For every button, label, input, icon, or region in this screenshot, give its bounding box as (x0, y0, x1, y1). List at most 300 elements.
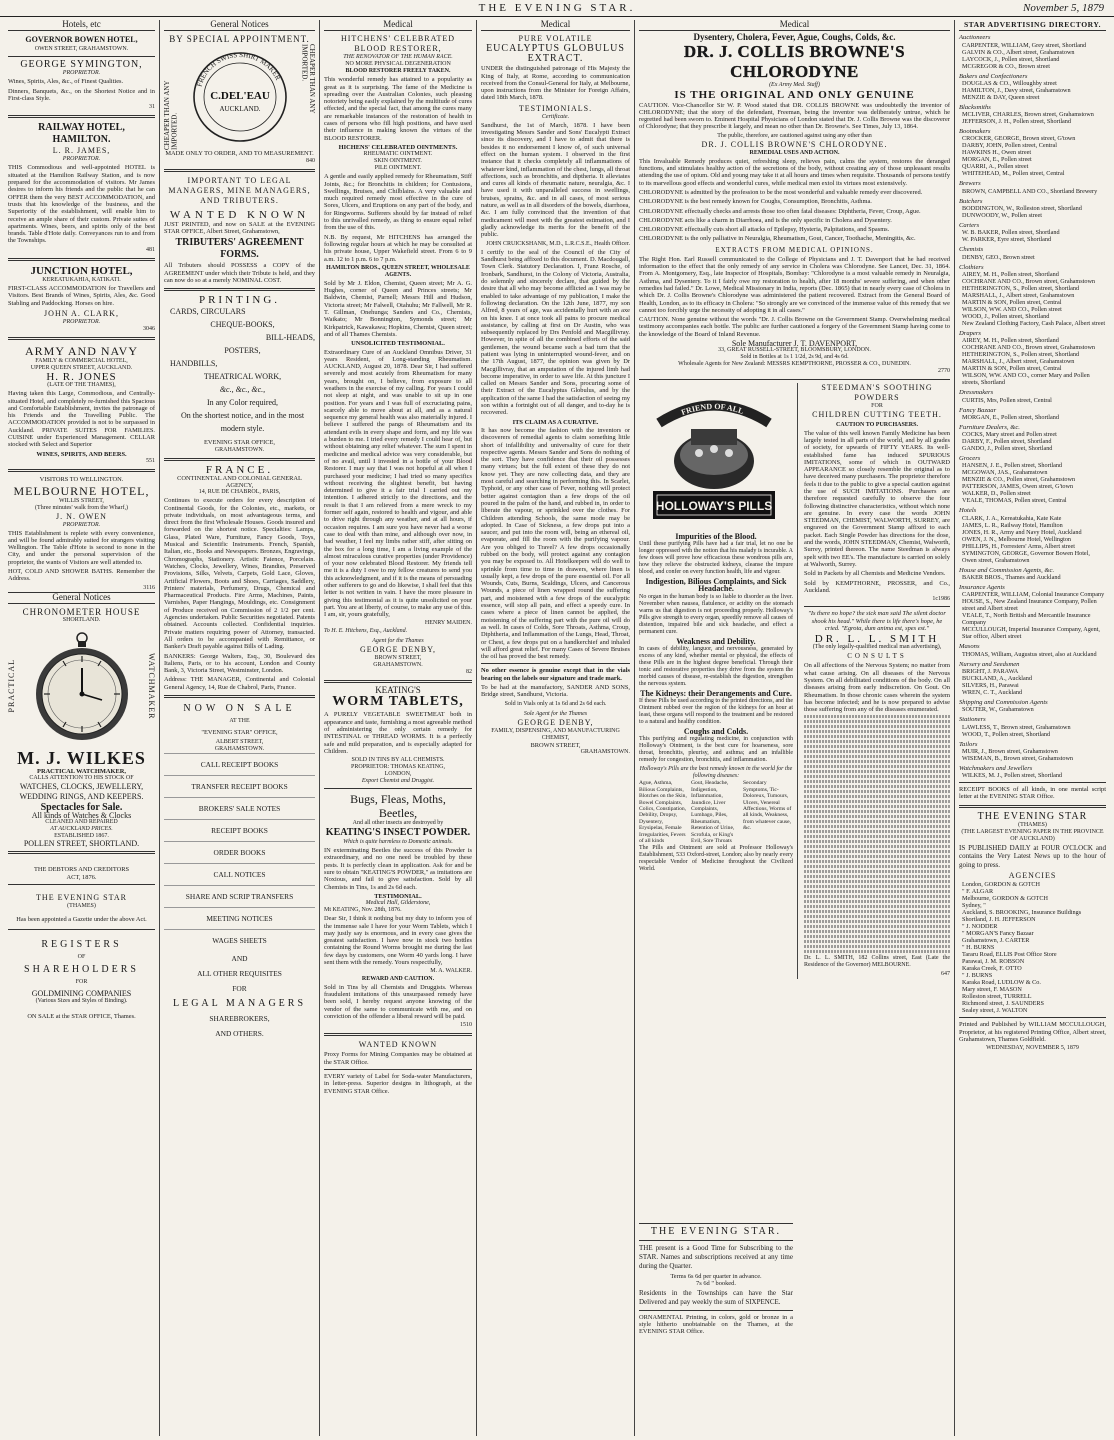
melbourne-baths: HOT, COLD AND SHOWER BATHS. Remember the Address. (8, 567, 155, 583)
insect-powder: KEATING'S INSECT POWDER. (325, 827, 471, 839)
worm-london: LONDON, (384, 771, 412, 778)
agency-entry: Melbourne, GORDON & GOTCH (962, 895, 1048, 903)
james-name: L. R. JAMES, (52, 146, 111, 156)
testimonial-body: Extraordinary Cure of an Auckland Omnibus Driver, 31 years Resident, of Long-standing Rheumatism. AUCKLAND, August 20, 1878. Dear Sir, I had suffered severely and most acutely from Rheumatism for many years, brought on, I believe, from exposure to all weathers in the exercise of my calling. For years I could not sleep at night, and was unable to sit up in one position. For years and I was full of excruciating pains, scarcely able to move about at all, and as a natural sequence my general health was also materially injured. I believe I suffered the pangs of Rheumatism and its attendant evils in every shape and form, and my life was a burden to me. I tried every remedy I could hear of, but without obtaining any relief whatever. The sum I spent in medicine and medical advice was very considerable, but of no avail, until I invested in a bottle of your Blood Restorer. I may say that I was not hopeful at all when I purchased your medicine; I had tried so many specifics without receiving the slightest benefit, but having determined to give it a fair trial I carried out my intention. I adhered strictly to the directions, and the result is that I am relieved from a mere wreck to my former self again, restored to health and vigour, and able to drive right through any weather, and at all hours, if occasion requires. I am sure you have never had a worse case to deal with than mine, and although over now, in bad weather, I feel my limbs rather stiff, after sitting on the box for a long time, I am a living example of the almost miraculous curative properties (under Providence) of your now celebrated Blood Restorer. My friends tell me it is a duty I owe to my fellow creatures to send you this acknowledgment, and if it is the means of persuading other sufferers to go and do likewise, I shall feel that this letter is not written in vain. I have the more pleasure in giving this testimonial as it is quite unsolicited on your part. You are at liberty, of course, to make any use of this. I am, sir, yours gratefully, (324, 348, 472, 619)
eucalyptus-extract: EXTRACT. (527, 53, 584, 65)
section-head-general-2: General Notices (164, 20, 315, 31)
shareholders: SHAREHOLDERS (24, 964, 139, 976)
directory-entry: JONES, H. R., Army and Navy Hotel, Auckland (962, 528, 1082, 536)
unsolicited-testimonial: UNSOLICITED TESTIMONIAL. (351, 340, 445, 348)
hitchens-title: HITCHENS' CELEBRATED BLOOD RESTORER, (340, 34, 456, 54)
ornamental-printing: ORNAMENTAL Printing, in colors, gold or bronze in a style hitherto unobtainable on the Thames, at the EVENING STAR Office. (639, 1313, 793, 1336)
cruickshank: JOHN CRUICKSHANK, M.D., L.R.C.S.E., Health Officer. (486, 240, 630, 247)
printed-published: Printed and Published by WILLIAM MCCULLOUGH, Proprietor, at his registered Printing Office, Albert street, Grahamstown, Thames Goldfield. (959, 1021, 1106, 1043)
published-daily: IS PUBLISHED DAILY at FOUR O'CLOCK and contains the Very Latest News up to the hour of going to press. (959, 843, 1106, 869)
ad-number-3046: 3046 (143, 325, 155, 332)
agency-entry: Grahamstown, J. CARTER (962, 937, 1030, 945)
wilkes-watches: WATCHES, CLOCKS, JEWELLERY, WEDDING RINGS, AND KEEPERS. (19, 782, 144, 802)
extracts-title: EXTRACTS FROM MEDICAL OPINIONS. (715, 245, 874, 254)
weakness-title: Weakness and Debility. (676, 636, 756, 646)
agency-entry: Sydney, " (962, 902, 986, 910)
willis-sub: (Three minutes' walk from the Wharf,) (35, 504, 128, 511)
ad-number-647: 647 (941, 971, 950, 978)
printing-gtown: GRAHAMSTOWN. (214, 446, 265, 453)
public-cautioned: The public, therefore, are cautioned against using any other than (717, 132, 872, 139)
columns (4, 20, 1110, 1436)
directory-category: Bootmakers (959, 128, 991, 136)
section-head-medical-2: Medical (481, 20, 630, 31)
masthead-date: November 5, 1879 (1023, 2, 1104, 14)
worm-sold: SOLD IN TINS BY ALL CHEMISTS. (351, 757, 445, 764)
cheaper-left: CHEAPER THAN ANY IMPORTED. (163, 81, 179, 151)
steedman-teething: CHILDREN CUTTING TEETH. (812, 409, 942, 419)
dr-smith-body: On all affections of the Nervous System; no matter from what cause arising. On all diseases of the Nervous System. On all debilitated conditions of the body. On all diseases arising from early indiscretion. On Gout. On Rheumatism. In those chronic cases wherein the system has become infected; and he is now prepared to advise those suffering from any of the diseases enumerated. (804, 662, 950, 714)
ad-number-1510: 1510 (460, 1022, 472, 1029)
directory-entry: DUNWOODY, W., Pollen street (962, 212, 1042, 220)
destroyed-by: And all other insects are destroyed by (352, 820, 444, 827)
diseases-table (639, 780, 793, 844)
agency-entry: " F. ALGAR (962, 888, 994, 896)
cheaper-right: CHEAPER THAN ANY IMPORTED. (300, 44, 316, 114)
directory-entry: BROWN, CAMPBELL AND CO., Shortland Brewery (962, 187, 1098, 195)
governor-bowen-title: GOVERNOR BOWEN HOTEL, (25, 35, 138, 45)
seal-name: C.DEL'EAU (209, 90, 270, 103)
testimonial-2-date: Mt KEATING, Nov. 28th, 1876. (324, 907, 402, 914)
sander-sons: To be had at the manufactory, SANDER AND SONS, Bridge street, Sandhurst, Victoria. (481, 684, 630, 699)
railway-hotel-body: THIS Commodious and well-appointed HOTEL is situated at the Hamilton Railway Station, and is now prepared for the accommodation of visitors. Mr James desires to inform his friends and the public that he can OFFER them the very BEST ACCOMMODATION, and trusts that his knowledge of the business, and the Superiority of the establishment, will enable him to receive an ample share of their custom. Private suites of apartments. Wines, beers, and spirits only of the best brands. Table d'Hote daily. Conveyances run to and from the Townships. (8, 164, 155, 245)
directory-category: Nursery and Seedsmen (959, 660, 1020, 668)
france-title: FRANCE. (205, 463, 274, 476)
willis-street: WILLIS STREET, (59, 497, 104, 504)
practical-vertical: PRACTICAL (7, 659, 16, 713)
henry-maiden: HENRY MAIDEN. (424, 620, 472, 627)
directory-entry: AIREY, M. H., Pollen street, Shortland (962, 270, 1059, 278)
claim-curative: ITS CLAIM AS A CURATIVE. (512, 418, 599, 426)
section-head-medical-1: Medical (324, 20, 472, 31)
directory-entry: CARPENTER, WILLIAM, Colonial Insurance Company (962, 591, 1105, 599)
holloway-label: HOLLOWAY'S PILLS (655, 498, 773, 513)
dr-collis-browne: DR. J. COLLIS BROWNE'S CHLORODYNE. (701, 139, 888, 149)
kidneys-title: The Kidneys: their Derangements and Cure. (640, 688, 792, 698)
directory-category: Carters (959, 222, 980, 230)
keatings-title: KEATING'S (375, 685, 421, 696)
directory-entry: PHILLIPS, H., Forresters' Arms, Albert street (962, 542, 1075, 550)
steedman-ad (804, 383, 950, 979)
directory-entry: MORGAN, E., Pollen street (962, 156, 1032, 164)
directory-entry: BUCKLAND, A., Auckland (962, 674, 1032, 682)
symington-wines: Wines, Spirits, Ales, &c., of Finest Qualities. (8, 78, 124, 86)
registers: REGISTERS (41, 939, 122, 951)
holloway-pills-icon (639, 383, 789, 533)
chlorodyne-caution: CAUTION. Vice-Chancellor Sir W. P. Wood stated that DR. COLLIS BROWNE was undoubtedly the inventor of CHLORODYNE; that the story of the defendant, Freeman, being the inventor was deliberately untrue, which he regretted had been sworn to. Eminent Hospital Physicians of London stated that Dr. J. Collis Browne was the discoverer of Chlorodyne; that they prescribe it largely, and mean no other than Dr. Browne's. See Times, July 13, 1864. (639, 101, 950, 131)
genuine-caution: No other essence is genuine except that in the vials bearing on the labels our signature and trade mark. (481, 667, 630, 682)
beetles-title: Beetles, (378, 806, 418, 821)
directory-entry: VEALE, T., North British and Mercantile Insurance Company (962, 612, 1091, 627)
cleaned-repaired: CLEANED AND REPAIRED (45, 819, 118, 826)
shirt-maker-seal-icon (190, 49, 290, 145)
directory-entry: SILVERS, H., Parawai (962, 681, 1019, 689)
directory-entry: BAKER BROS., Thames and Auckland (962, 574, 1061, 582)
coughs-title: Coughs and Colds. (683, 727, 749, 737)
directory-entry: MARTIN & SON, Pollen street, Central (962, 298, 1062, 306)
special-appointment: BY SPECIAL APPOINTMENT. (169, 34, 310, 45)
hitchens-ointments: HICHENS' CELEBRATED OINTMENTS. (338, 143, 458, 151)
steedman-title: STEEDMAN'S SOOTHING POWDERS (821, 382, 933, 402)
symington-dinners: Dinners, Banquets, &c., on the Shortest Notice and in First-class Style. (8, 87, 155, 102)
printing-title: PRINTING. (198, 294, 281, 307)
soda-labels: EVERY variety of Label for Soda-water Manufacturers, in letter-press. Superior designs in lithograph, at the EVENING STAR Office. (324, 1072, 472, 1095)
diseases-col-1: Ague, Asthma, Bilious Complaints, Blotches on the Skin, Bowel Complaints, Colics, Constipation, Debility, Dropsy, Dysentery, Erysipelas, Female Irregularities, Fevers of all kinds (639, 780, 687, 845)
column-hotels (4, 20, 160, 1436)
section-head-general: General Notices (8, 592, 155, 604)
symington-proprietor: PROPRIETOR. (62, 70, 101, 77)
james-proprietor: PROPRIETOR. (62, 156, 101, 163)
ad-number-82: 82 (466, 668, 472, 675)
directory-category: Fancy Bazaar (959, 406, 997, 414)
hitchens-nb: N.B. By request, Mr HITCHENS has arranged the following regular hours at which he may be consulted at his private house, Upper Wakefield street. From 6 to 9 a.m. 12 to 1 p.m. 6 to 7 p.m. (324, 233, 472, 263)
directory-entry: BODDINGTON, W., Rolleston street, Shortland (962, 205, 1082, 213)
diseases-col-2: Gout, Headache, Indigestion, Inflammation, Jaundice, Liver Complaints, Lumbago, Piles, Rheumatism, Retention of Urine, Scrofula, or King's Evil, Sore Throats (691, 780, 735, 845)
denby-name-2: GEORGE DENBY, (517, 717, 594, 727)
powder-harmless: Which is quite harmless to Domestic animals. (343, 839, 453, 846)
dr-smith-more-text (804, 715, 950, 953)
svg-text:FRIEND OF ALL: FRIEND OF ALL (679, 401, 745, 417)
wanted-known: WANTED KNOWN (169, 208, 310, 221)
directory-entry: OWEN, J. N., Melbourne Hotel, Wellington (962, 535, 1072, 543)
dr-smith-sub: (The only legally-qualified medical man advertising), (812, 644, 942, 651)
army-navy-subtitle: FAMILY & COMMERCIAL HOTEL, (35, 358, 128, 365)
hope-poem: "Is there no hope? the sick man said The silent doctor shook his head." While there is life there's hope, he cried. "Egrota, dum anima est, spes est." (808, 610, 946, 633)
at-the: AT THE (229, 717, 250, 724)
ex-army: (Ex Army Med. Staff) (769, 81, 820, 88)
eucalyptus-body: Sandhurst, the 1st of March, 1878. I have been investigating Messrs Sander and Sons' Eucalypti Extract since its discovery, and I have to admit that there is besides it no endorsement I know of, of such universal effect on the human system. I observed in the first instance that it checks completely all inflammations of whatever kind, inflammation of the chest, lungs, all throat affections, such as bronchitis, and diptheria. It alleviates and cures all kinds of rheumatic nature, neuralgia, &c. I have used it with unparalleled success in swellings, bruises, sprains, &c. and in all cases, of most serious nature, as well as in all disorders of the bowels, diarrhoea, &c. I am fully convinced that the invention of that medicament will meet with the greatest estimation, and I gladly acknowledge its merits for the benefit of the public. (481, 121, 630, 239)
wilkes-name: M. J. WILKES (17, 748, 146, 769)
directory-entry: MARSHALL, J., Albert street, Grahamstown (962, 358, 1075, 366)
steedman-kempthorne: Sold by KEMPTHORNE, PROSSER, and Co., Auckland. (804, 579, 950, 594)
directory-entry: WILKES, M. J., Pollen street, Shortland (962, 772, 1063, 780)
debtors-title: THE DEBTORS AND CREDITORS (33, 866, 130, 874)
visitors-wellington: VISITORS TO WELLINGTON. (39, 476, 124, 484)
largest-paper: (THE LARGEST EVENING PAPER IN THE PROVINCE OF AUCKLAND) (961, 828, 1104, 842)
wanted-known-body: JUST PRINTED, and now on SALE at the EVENING STAR OFFICE, Albert Street, Grahamstown, (164, 220, 315, 236)
eucalyptus-body-2: I certify to the seal of the Council of the City of Sandhurst being affixed to this document. D. Macdougall, Town Clerk. Statutory Declaration. I, Franz Rosche, of Ironbark, Sandhurst, in the Colony of Victoria, Australia, do solemnly and sincerely declare, that guided by the desire that all who may become afflicted as I was may be enabled to take advantage of my publication, I make the following declaration. On the 12th June, 1877, my son Alfred, 8 years of age, was accidentally hurt with an axe on his knee. I at once took all pains to procure medical assistance, by calling at first on Dr Austin, who was subsequently replaced by Drs Penfold and Macgillivray. However, in spite of all the combined efforts of the said gentlemen, the wound became such a bad turn that the patient was lying in uninterrupted wound-fever, and on the 17th August, 1877, the opinion was given by Dr Macgillivray, that an amputation of the injured limb had become imperative, in order to save life. At this juncture I called on Messrs Sander and Sons, procuring some of their Extract of the Eucalyptus Globulus, and by the application of the same I had the satisfaction of seeing my son within a fortnight out of all danger, and to-day he is recovered. (481, 248, 630, 417)
denby-family: FAMILY, DISPENSING, AND MANUFACTURING CHEMIST, (491, 727, 620, 741)
rheumatic-ointment: RHEUMATIC OINTMENT. (363, 151, 433, 158)
hitchens-renovator: THE RENOVATOR OF THE HUMAN RACE. (343, 54, 453, 61)
directory-entry: WILSON, WW. AND CO., Pollen street (962, 305, 1062, 313)
continental-address-note: Address: THE MANAGER, Continental and Colonial General Agency, 14, Rue de Chabrol, Paris, France. (164, 676, 315, 691)
auckland-prices: AT AUCKLAND PRICES. (50, 826, 113, 833)
directory-category: Chemists (959, 246, 984, 254)
evening-star-title-2: THE EVENING STAR. (650, 1226, 782, 1237)
agency-entry: Karaka Creek, F. OTTO (962, 965, 1022, 973)
watch-illustration-row (8, 626, 155, 746)
directory-entry: GALVIN & CO., Albert street, Grahamstown (962, 48, 1075, 56)
junction-hotel-body: FIRST-CLASS ACCOMMODATION for Travellers and Visitors. Best Brands of Wines, Spirits, Ales, &c. Good Stabling and Paddocking. Horses on hire. (8, 285, 155, 307)
established: ESTABLISHED 1867. (54, 833, 109, 840)
pile-ointment: PILE OINTMENT. (374, 165, 422, 172)
medical-hall: Medical Hall, Gilderstone, (365, 900, 431, 907)
maiden-to: To H. E. Hitchens, Esq., Auckland. (324, 627, 408, 634)
directory-entry: WISEMAN, B., Brown street, Grahamstown (962, 754, 1074, 762)
worm-body: A PURELY VEGETABLE SWEETMEAT both in appearance and taste, furnishing a most agreeable method of administering the only certain remedy for INTESTINAL or THREAD WORMS. It is a perfectly safe and mild preparation, and is especially adapted for Children. (324, 711, 472, 755)
hitchens-freely: BLOOD RESTORER FREELY TAKEN. (345, 68, 451, 75)
directory-category: Watchmakers and Jewellers (959, 764, 1033, 772)
vials-price: Sold in Vials only at 1s 6d and 2s 6d each. (504, 700, 607, 707)
directory-entry: JAMES, L. R., Railway Hotel, Hamilton (962, 521, 1063, 529)
agency-entry: " MORGAN'S Fancy Bazaar (962, 930, 1034, 938)
diseases-intro: Holloway's Pills are the best remedy known in the world for the following diseases: (639, 766, 793, 780)
continental-bankers: BANKERS: George Walters, Esq., 30, Boulevard des Italiens, Paris, or to his account, London and County Bank, 3, Victoria Street, Westminster, London. (164, 652, 315, 675)
directory-entry: MCGOWAN, JAS., Grahamstown (962, 469, 1048, 477)
subscription-terms: Terms 6s 6d per quarter in advance. (670, 1273, 762, 1280)
agency-entry: Rolleston street, TURRELL (962, 993, 1032, 1001)
evening-star-title: THE EVENING STAR (36, 892, 127, 902)
evening-star-thames: (THAMES) (67, 902, 96, 909)
army-navy-address: UPPER QUEEN STREET, AUCKLAND. (30, 365, 133, 372)
extracts-body: The Right Hon. Earl Russell communicated to the College of Physicians and J. T. Davenport that he had received information to the effect that the only remedy of any service in Cholera was Chlorodyne. See Lancet, Dec. 31, 1864. From A. Montgomery, Esq., late Inspector of Hospitals, Bombay: "Chlorodyne is a most valuable remedy in Neuralgia, Asthma, and Dysentery. To it I fairly owe my restoration to health, after 18 months' severe suffering, and when other remedies had failed." Dr. Lowe, Medical Missionary in India, reports (Dec. 1865) that in nearly every case of Cholera in which Dr. J. Collis Browne's Chlorodyne was administered the patient recovered. Extract from the General Board of Health, London, as to its efficacy in Cholera: "So strongly are we convinced of the immense value of this remedy that we cannot too forcibly urge the necessity of adopting it in all cases." (639, 255, 950, 314)
agency-entry: Richmond street, J. SAUNDERS (962, 1000, 1044, 1008)
powder-body: IN exterminating Beetles the success of this Powder is extraordinary, and no one need be troubled by these pests. It is perfectly clean in application. Ask for and be sure to obtain "KEATING'S POWDER," as imitations are Noxious, and fail to give satisfaction. Sold by all Chemists in Tins, 1s and 2s 6d each. (324, 847, 472, 891)
coughs-body: This purifying and regulating medicine, in conjunction with Holloway's Ointment, is the best cure for hoarseness, sore throat, bronchitis, pleurisy, and asthma; and an infallible remedy for congestion, bronchitis, and inflammation. (639, 736, 793, 764)
wilkes-calls: CALLS ATTENTION TO HIS STOCK OF (29, 775, 134, 782)
ad-number-840: 840 (306, 157, 315, 164)
governor-bowen-address: OWEN STREET, GRAHAMSTOWN. (34, 46, 129, 53)
skin-ointment: SKIN OINTMENT. (374, 158, 422, 165)
agency-entry: " J. BURNS (962, 972, 993, 980)
agency-entry: Auckland, S. BROOKING, Insurance Buildings (962, 909, 1082, 917)
continental-title: CONTINENTAL AND COLONIAL GENERAL AGENCY, (177, 474, 302, 489)
clark-name: JOHN A. CLARK, (44, 308, 119, 318)
clark-proprietor: PROPRIETOR. (62, 318, 101, 325)
eucalyptus-intro: UNDER the distinguished patronage of His Majesty the King of Italy, at Rome, according to communication received from the Consul-General for Italy, at Melbourne, upon instructions from the Minister for Foreign Affairs, dated 18th March, 1878. (481, 65, 630, 102)
directory-entry: WILSON, WW. AND CO., corner Mary and Pollen streets, Shortland (962, 372, 1090, 387)
diseases-col-3: Secondary Symptoms, Tic-Doloreux, Tumours, Ulcers, Venereal Affections, Worms of all kinds, Weakness, from whatever cause, &c. (743, 780, 792, 832)
watch-icon (30, 630, 134, 742)
consults: CONSULTS (847, 652, 907, 661)
directory-category: House and Commission Agents, &c. (959, 566, 1055, 574)
owen-proprietor: PROPRIETOR. (62, 521, 101, 528)
column-medical-3 (635, 20, 955, 1436)
directory-entry: New Zealand Clothing Factory, Cash Palace, Albert street (962, 319, 1106, 327)
ad-number-481: 481 (146, 246, 155, 253)
steedman-sold: Sold in Packets by all Chemists and Medicine Vendors. (804, 570, 946, 578)
continental-address: 14, RUE DE CHABROL, PARIS, (198, 489, 281, 496)
holloway-ad (639, 383, 798, 979)
directory-category: Shipping and Commission Agents (959, 698, 1048, 706)
directory-entry: MCLIVER, CHARLES, Brown street, Grahamstown (962, 111, 1094, 119)
sole-address: 33, GREAT RUSSELL-STREET, BLOOMSBURY, LONDON. (718, 347, 871, 354)
directory-receipt: RECEIPT BOOKS of all kinds, in one mental script letter at the EVENING STAR Office. (959, 786, 1106, 801)
worm-proprietor: PROPRIETOR: THOMAS KEATING, (351, 764, 445, 771)
pollen-street: POLLEN STREET, SHORTLAND. (23, 839, 140, 849)
agent-thames: Agent for the Thames (372, 637, 424, 644)
pure-volatile: PURE VOLATILE (518, 34, 593, 44)
directory-entry: SOUTER, W., Grahamstown (962, 706, 1034, 714)
dr-smith-footer: Dr. L. L. SMITH, 182 Collins street, East (Late the Residence of the Governor) MELBOURNE. (804, 955, 950, 969)
continental-body: Continues to execute orders for every description of Continental Goods, for the Colonies, etc., markets, or private individuals, on most advantageous terms, and direct from the first Wholesale Houses. Goods insured and forwarded on the shortest notice. Specialties: Lamps, Glass, Plated Ware, Furniture, Fancy Goods, Toys, Musical and Scientific Instruments. French, Spanish, Italian, etc., Books and Newspapers. Bronzes, Engravings, Chromographs, Stationery. Artistic Faience, Porcelain. Watches, Clocks, Jewellery, Wines, Brandies, Preserved Provisions, Silks, Velvets, Carpets, Gold Lace, Gloves, Artificial Flowers, Boots and Shoes, Carriages, Saddlery, Printers' materials, Perfumery, Drugs, Chemical and Pharmaceutical Products. Fire Arms, Machines, Paints, Varnishes, Paper Hangings, Mouldings, etc. Consignment of Produce received on Commission of 2 1/2 per cent. Agencies undertaken. Public Securities negotiated. Patents obtained. Accounts collected. Confidential inquiries. Private matters requiring power of Attorney, transacted. All orders to be accompanied with Remittance, or Banker's Draft payable against Bills of Lading. (164, 497, 315, 651)
column-directory (955, 20, 1110, 1436)
worm-export: Export Chemist and Druggist. (361, 778, 435, 785)
directory-entry: W. PARKER, Eyre street, Shortland (962, 236, 1052, 244)
column-medical-1 (320, 20, 477, 1436)
agency-entry: Karaka Road, LUDLOW & Co. (962, 979, 1041, 987)
bugs-title: Bugs, Fleas, Moths, (350, 792, 446, 807)
junction-hotel-title: JUNCTION HOTEL, (30, 265, 133, 278)
masthead (0, 2, 1114, 17)
wilkes-subtitle: PRACTICAL WATCHMAKER, (37, 768, 126, 776)
directory-entry: MENZIE & DAY, Queen street (962, 93, 1040, 101)
chlorodyne-caution-2: CAUTION. None genuine without the words "Dr. J. Collis Browne on the Government Stamp. Overwhelming medical testimony accompanies each bottle. The public are further cautioned a forgery of the Government Stamp having come to the knowledge of the Board of Inland Revenue. (639, 316, 950, 338)
ad-number-2770: 2770 (938, 368, 950, 375)
indigestion-title: Indigestion, Bilious Complaints, and Sick Headache. (645, 576, 787, 594)
hamilton-bros: HAMILTON BROS., QUEEN STREET, WHOLESALE AGENTS. (326, 264, 470, 278)
directory-category: Furniture Dealers, &c. (959, 423, 1020, 431)
eucalyptus-title: EUCALYPTUS GLOBULUS (486, 43, 625, 55)
registers-of: OF (77, 954, 86, 961)
impurities-body: Until these purifying Pills have had a fair trial, let no one be longer oppressed with the notion that his malady is incurable. A few doses will prove how efficacious these wondrous pills are, how they relieve the obstructed kidneys, cleanse the impure blood, and confer on every function health, life and vigour. (639, 540, 793, 575)
directory-entry: MUIR, J., Brown street, Grahamstown (962, 747, 1058, 755)
directory-entry: BRIGHT, J. PARAWA (962, 667, 1019, 675)
agency-entry: " J. NODDER (962, 923, 998, 931)
imprint-date: WEDNESDAY, NOVEMBER 5, 1879 (986, 1045, 1079, 1052)
directory-entry: HAMILTON, J., Davy street, Grahamstown (962, 86, 1071, 94)
eucalyptus-testimonials: TESTIMONIALS. (518, 103, 593, 113)
directory-entry: DARBY, JOHN, Pollen street, Central (962, 142, 1057, 150)
sole-price: Sold in Bottles at 1s 1 1/2d, 2s 9d, and 4s 6d. (740, 354, 849, 361)
directory-category: Hotels (959, 507, 977, 515)
directory-category: Stationers (959, 716, 986, 724)
remedial-uses: REMEDIAL USES AND ACTION. (749, 149, 840, 156)
denby-gtown: GRAHAMSTOWN. (373, 661, 423, 668)
testimonial-2-title: TESTIMONIAL. (374, 892, 422, 900)
debtors-act: ACT, 1876. (66, 873, 97, 881)
agency-entry: Mary street, F. MASON (962, 986, 1022, 994)
chlorodyne-5: CHLORODYNE effectually cuts short all attacks of Epilepsy, Hysteria, Palpitations, and Spasms. (639, 226, 890, 234)
denby-brown: BROWN STREET, (374, 654, 422, 661)
section-head-hotels: Hotels, etc (8, 20, 155, 31)
chlorodyne-2: CHLORODYNE is the best remedy known for Coughs, Consumption, Bronchitis, Asthma. (639, 198, 872, 206)
dr-smith: DR. L. L. SMITH (814, 633, 940, 646)
ad-number-986: 1c1986 (932, 596, 950, 603)
directory-entry: HETHERINGTON, S., Pollen street, Shortland (962, 351, 1080, 359)
hitchens-agents: Sold by Mr J. Eldon, Chemist, Queen street; Mr A. G. Hughes, corner of Queen and Princes streets; Mr Baldwin, Chemist, Parnell; Messrs Hill and Hudson, Victoria street; Mr Falwell, Otahuhu; Mr Fallwell, Mr R. T. Gillman, Onehunga; Sanders and Co., Chemists, Waikato; Mr Bonnington, Symonds street; Mr Kirkpatrick, Kawakawa; Hopkins, Chemist, Queen street; and of all Thames Chemists. (324, 279, 472, 338)
railway-hotel-title: RAILWAY HOTEL, HAMILTON. (38, 122, 125, 146)
seal-place: AUCKLAND. (218, 105, 261, 114)
directory-entry: QUARRI, A., Pollen street (962, 163, 1029, 171)
symington-name: GEORGE SYMINGTON, (20, 59, 143, 71)
reward-body: Sold in Tins by all Chemists and Druggists. Whereas fraudulent imitations of this unsurpassed remedy have been sold, I hereby request anyone knowing of the vendor of the same to communicate with me, and on conviction of the offender a liberal reward will be paid. (324, 983, 472, 1020)
army-navy-title: ARMY AND NAVY (24, 344, 138, 359)
directory-entry: WOOD, J., Pollen street, Shortland (962, 312, 1050, 320)
collis-browne-title: DR. J. COLLIS BROWNE'S CHLORODYNE (683, 41, 906, 81)
walker-name: M. A. WALKER. (430, 968, 472, 975)
testimonial-2-body: Dear Sir, I think it nothing but my duty to inform you of the immense sale I have for your Worm Tablets, which I may justly say is enormous, and in every case gives the greatest satisfaction. I have now in stock two bottles containing the Round Worms brought me during the last few days by customers, one Worm 40 yards long. I have sent them with the remedy. Yours respectfully, (324, 915, 472, 967)
gtown-2: GRAHAMSTOWN. (214, 746, 265, 753)
proxy-body: Proxy Forms for Mining Companies may be obtained at the STAR Office. (324, 1051, 472, 1066)
printing-office: EVENING STAR OFFICE, (203, 439, 276, 447)
agency-entry: Parawai, J. M. ROBSON (962, 958, 1025, 966)
albert-street: ALBERT STREET, (215, 739, 264, 746)
denby-gtown-2: GRAHAMSTOWN. (580, 748, 630, 755)
chronometer-shortland: SHORTLAND. (62, 617, 101, 624)
directory-entry: MARTIN & SON, Pollen street, Central (962, 365, 1062, 373)
melbourne-hotel-title: MELBOURNE HOTEL, (13, 483, 150, 498)
directory-category: Blacksmiths (959, 103, 991, 111)
denby-brown-2: BROWN STREET, (530, 741, 581, 749)
subscription-text: THE present is a Good Time for Subscribing to the STAR. Names and subscriptions received at any time during the Quarter. (639, 1244, 793, 1270)
army-navy-wines: WINES, SPIRITS, AND BEERS. (36, 450, 127, 458)
directory-entry: MORGAN, E., Pollen street, Shortland (962, 413, 1059, 421)
now-on-sale: NOW ON SALE (183, 702, 296, 714)
chlorodyne-1: CHLORODYNE is admitted by the profession to be the most wonderful and valuable remedy ever discovered. (639, 188, 923, 196)
directory-entry: CURTIS, Mrs, Pollen street, Central (962, 396, 1052, 404)
directory-entry: DARBY, F., Pollen street, Shortland (962, 438, 1052, 446)
agency-entry: London, GORDON & GOTCH (962, 881, 1041, 889)
directory-entry: W. B. BAKER, Pollen street, Shortland (962, 229, 1060, 237)
holloway-steedman-row (639, 383, 950, 979)
impurities-title: Impurities of the Blood. (675, 531, 757, 541)
chlorodyne-3: CHLORODYNE effectually checks and arrests those too often fatal diseases: Diphtheria, Fever, Croup, Ague. (639, 207, 921, 215)
directory-category: Tailors (959, 740, 978, 748)
owen-name: J. N. OWEN (56, 511, 107, 521)
worm-tablets: WORM TABLETS, (332, 694, 464, 710)
chronometer-house: CHRONOMETER HOUSE (22, 607, 141, 618)
directory-entry: CLARK, J. A., Kereatukahia, Kate Kate (962, 514, 1062, 522)
residents-note: Residents in the Townships can have the Star Delivered and pay weekly the sum of SIXPENCE. (639, 1288, 793, 1306)
directory-entry: VEALE, THOMAS, Pollen street, Central (962, 497, 1067, 505)
wholesale-agents: Wholesale Agents for New Zealand: MESSRS KEMPTHORNE, PROSSER & CO., DUNEDIN. (678, 361, 911, 368)
denby-name: GEORGE DENBY, (360, 644, 436, 654)
uses-body: This Invaluable Remedy produces quiet, refreshing sleep, relieves pain, calms the system, restores the deranged functions, and stimulates healthy action of the secretions of the body, without creating any of those unpleasant results attending the use of opium. Old and young may take it at all hours and times when requisite. Thousands of persons testify to its marvellous good effects and wonderful cures, while medical men extol its virtues most extensively. (639, 157, 951, 187)
directory-category: Masons (959, 643, 980, 651)
junction-hotel-place: KEREATUKAHIA, KATIKATI. (42, 277, 121, 284)
directory-entry: DOUGLAS & CO., Willoughby street (962, 79, 1057, 87)
agencies-list (959, 881, 1106, 1014)
directory-entry: COCKS, Mary street and Pollen street (962, 431, 1057, 439)
directory-entry: PATTERSON, JAMES, Owen street, G'town (962, 483, 1074, 491)
army-navy-body: Having taken this Large, Commodious, and Centrally-situated Hotel, and completely re-furnished this Spacious and Comfortable Establishment, invites the patronage of his Friends and the Travelling Public. The ACCOMMODATION provided is not to be surpassed in Auckland. PRIVATE SUITES FOR FAMILIES. CUISINE under Experienced Management. CELLAR stocked with Select and Superior (8, 390, 155, 449)
hitchens-nomore: NO MORE PHYSICAL DEGENERATION (345, 61, 451, 68)
gazette-note: Has been appointed a Gazette under the above Act. (16, 915, 147, 923)
directory-entry: WALKER, D., Pollen street (962, 490, 1031, 498)
weakness-body: In cases of debility, languor, and nervousness, generated by excess of any kind, whether mental or physical, the effects of these Pills are in the highest degree beneficial. Through their tonic and restorative properties they drive from the system the morbid causes of disease, re-establish the digestion, strengthen the nervous system. (639, 645, 793, 687)
directory-entry: LAWLESS, T., Brown street, Grahamstown (962, 723, 1071, 731)
directory-entry: HETHERINGTON, S., Pollen street, Shortland (962, 284, 1080, 292)
indigestion-body: No organ in the human body is so liable to disorder as the liver. November when nausea, flatulence, or acidity on the stomach warns us that digestion is not proceeding properly. Holloway's Pills give strength to every organ, speedily remove all causes of distention, impaired bile and sick headache, and effect a permanent cure. (639, 593, 793, 635)
proxy-wanted: WANTED KNOWN (358, 1040, 438, 1050)
directory-entry: WHITEHEAD, M., Pollen street, Central (962, 170, 1065, 178)
agency-entry: Shortland, J. H. JEFFERSON (962, 916, 1036, 924)
ad-number-31: 31 (149, 104, 155, 111)
directory-entry: COCHRANE AND CO., Brown street, Grahamstown (962, 277, 1096, 285)
steedman-body: The value of this well known Family Medicine has been largely tested in all parts of the world, and by all grades of society, for upwards of FIFTY YEARS. Its well-established fame has induced SPURIOUS IMITATIONS, some of which in OUTWARD APPEARANCE so closely resemble the original as to have deceived many purchasers. The proprietor therefore feels it due to the public to give a special caution against the use of SUCH IMITATIONS. Purchasers are therefore requested carefully to observe the four following distinctive characteristics, without which none are genuine. In every case the words JOHN STEEDMAN, CHEMIST, WALWORTH, SURREY, are engraved on the Government Stamp affixed to each packet. Each Single Powder has directions for the dose, and the words, JOHN STEEDMAN, Chemist, Walworth, Surrey, printed thereon. The name Steedman is always spelt with two EE's. The manufacture is carried on solely at Walworth, Surrey. (804, 429, 950, 568)
evening-star-title-3: THE EVENING STAR (977, 810, 1088, 822)
directory-entry: MCGREGOR & CO., Brown street (962, 62, 1050, 70)
tributers-forms: TRIBUTERS' AGREEMENT FORMS. (175, 237, 304, 261)
directory-entry: MCCULLOUGH, Imperial Insurance Company, Agent, Star office, Albert street (962, 626, 1100, 641)
on-sale-star: ON SALE at the STAR OFFICE, Thames. (27, 1012, 136, 1020)
directory-list (959, 34, 1106, 779)
melbourne-hotel-body: THIS Establishment is replete with every convenience, and will be found admirably suited for strangers visiting Wellington. The Table d'Hote is second to none in the City, and under the personal supervision of the proprietor, the wants of Visitors are well attended to. (8, 529, 155, 566)
jones-name: H. R. JONES (46, 371, 117, 384)
spectacles: Spectacles for Sale. (40, 802, 123, 814)
kidneys-body: If these Pills be used according to the printed directions, and the Ointment rubbed over the region of the kidneys for an hour at least, these organs will respond to the treatment and be restored to a natural and healthy condition. (639, 698, 793, 726)
directory-entry: WREN, C. T., Auckland (962, 688, 1023, 696)
masthead-title: THE EVENING STAR. (478, 2, 636, 14)
tributers-body: All Tributers should POSSESS a COPY of the AGREEMENT under which their Tribute is held, and they can now do so at a merely NOMINAL COST. (164, 262, 315, 285)
jones-late: (LATE OF THE THAMES), (47, 382, 116, 389)
